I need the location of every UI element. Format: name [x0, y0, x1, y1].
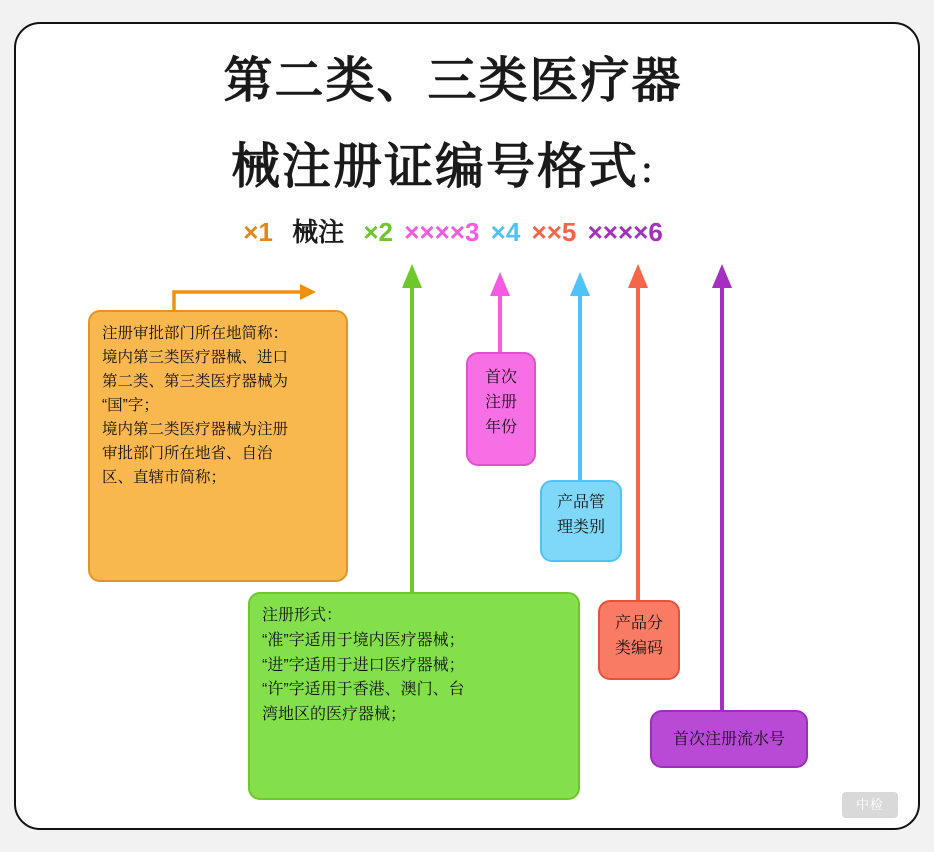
note-blue-line1: 产品管: [556, 494, 605, 511]
note-orange-line2: 境内第三类医疗器械、进口: [102, 349, 289, 367]
formula-seg-4: ×4: [490, 217, 521, 247]
note-red-line1: 产品分: [614, 615, 663, 632]
formula-seg-5: ××5: [531, 217, 577, 247]
formula-row: [0, 212, 906, 249]
note-green-line1: 注册形式：: [262, 607, 343, 624]
page-title-line2: [0, 128, 906, 198]
note-orange-line5: 境内第二类医疗器械为注册: [102, 421, 289, 439]
note-pink: [466, 352, 536, 466]
note-green: [248, 592, 580, 800]
watermark: 中检: [842, 792, 898, 818]
note-purple: [650, 710, 808, 768]
note-orange-line7: 区、直辖市简称；: [102, 469, 227, 487]
note-purple-line1: 首次注册流水号: [672, 731, 785, 748]
note-green-line5: 湾地区的医疗器械；: [262, 706, 407, 724]
note-blue-line2: 理类别: [556, 518, 605, 536]
page-title-line1: 第二类、三类医疗器: [223, 54, 683, 108]
formula-seg-1: ×1: [243, 217, 273, 247]
note-blue: [540, 480, 622, 562]
page-title-line2-text: 械注册证编号格式: [230, 140, 639, 194]
note-orange-line4: “国”字；: [102, 397, 159, 415]
note-pink-line3: 年份: [484, 418, 517, 436]
formula-seg-text: 械注: [292, 217, 345, 247]
note-pink-line1: 首次: [484, 369, 517, 386]
formula-seg-6: ××××6: [587, 217, 663, 247]
note-orange-line6: 审批部门所在地省、自治: [102, 445, 273, 463]
formula-seg-2: ×2: [363, 217, 393, 247]
formula-seg-3: ××××3: [404, 217, 480, 247]
note-green-line2: “准”字适用于境内医疗器械；: [262, 631, 465, 649]
note-orange: [88, 310, 348, 582]
page-title-colon: ：: [639, 153, 675, 191]
note-red: [598, 600, 680, 680]
note-orange-line3: 第二类、第三类医疗器械为: [102, 373, 289, 391]
note-orange-line1: 注册审批部门所在地简称：: [102, 325, 289, 342]
note-pink-line2: 注册: [484, 393, 517, 411]
note-green-line4: “许”字适用于香港、澳门、台: [262, 681, 465, 699]
note-green-line3: “进”字适用于进口医疗器械；: [262, 656, 465, 674]
note-red-line2: 类编码: [614, 639, 663, 657]
